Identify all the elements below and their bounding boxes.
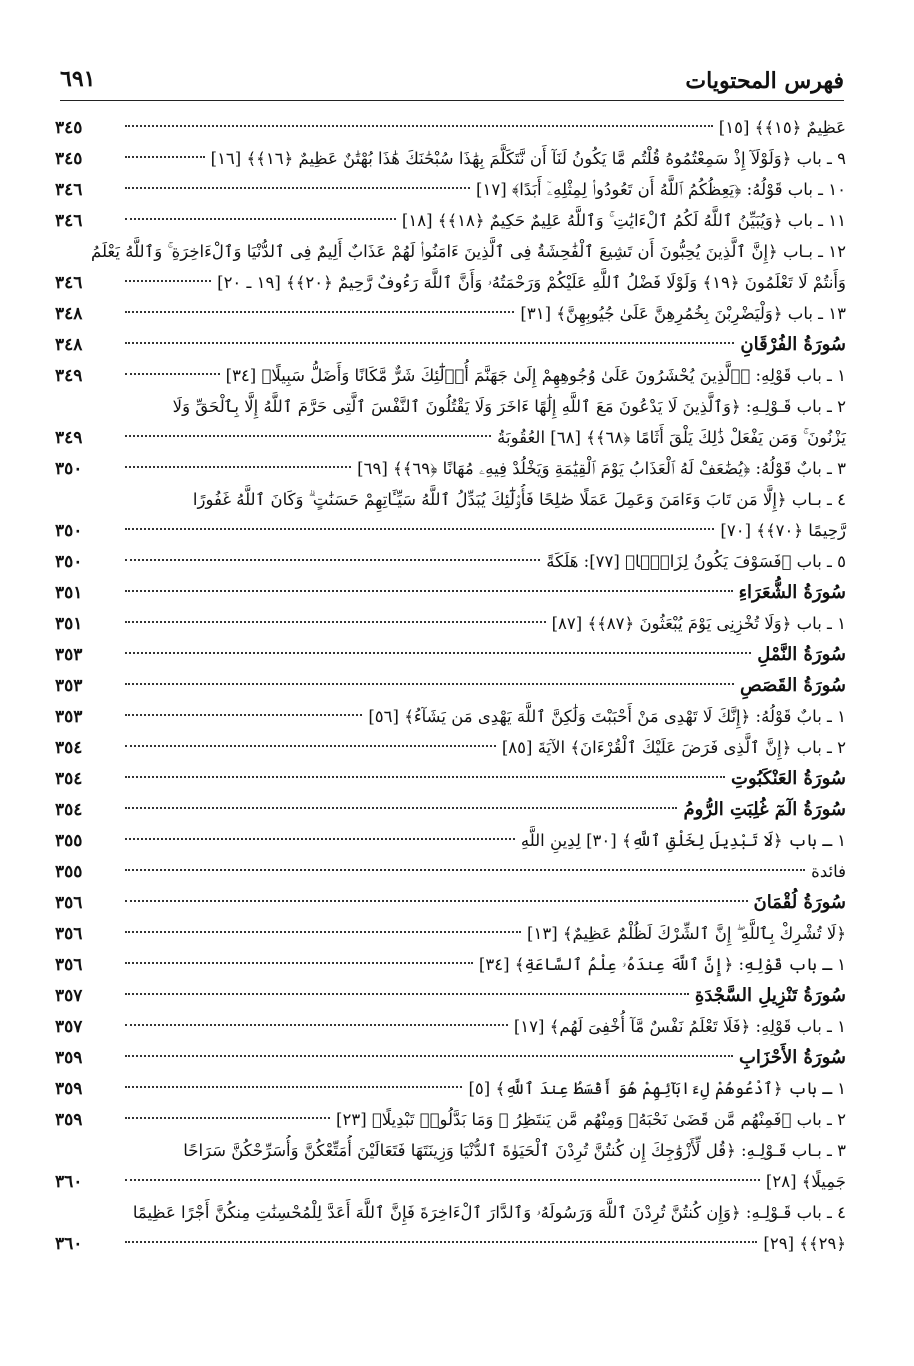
toc-entry xyxy=(55,112,846,143)
toc-entry-text: سُورَةُ الأَحْزَابِ xyxy=(738,1047,846,1068)
toc-entry xyxy=(55,484,846,546)
toc-entry-text: ١ ـ باب قَوْلِهِ: ﴿فَلَا تَعْلَمُ نَفْسٌ مَّآ أُخْفِىَ لَهُم﴾ [١٧] xyxy=(513,1017,846,1036)
dot-leader xyxy=(125,807,677,809)
toc-entry xyxy=(55,1104,846,1135)
toc-entry-text: سُورَةُ القَصَصِ xyxy=(739,675,846,696)
toc-surah-heading xyxy=(55,577,846,608)
toc-page-number: ٣٤٩ xyxy=(55,366,83,386)
toc-page-number: ٣٥١ xyxy=(55,583,83,603)
toc-entry-text: عَظِيمٌ ﴿١٥﴾﴾ [١٥] xyxy=(718,118,846,137)
dot-leader xyxy=(125,776,725,778)
dot-leader xyxy=(125,714,362,716)
toc-entry-text: فائدة xyxy=(811,862,846,881)
toc-entry-text: ٢ ـ باب قَـوْلِـهِ: ﴿وَٱلَّذِينَ لَا يَدْعُونَ مَعَ ٱللَّهِ إِلَٰهًا ءَاخَرَ وَلَا يَقْتُلُونَ ٱلنَّفْسَ ٱلَّتِى حَرَّمَ ٱللَّهُ إِلَّا بِٱلْحَقِّ وَلَا xyxy=(172,397,846,416)
dot-leader xyxy=(125,683,734,685)
dot-leader xyxy=(125,993,689,995)
toc-page-number: ٣٥٠ xyxy=(55,552,83,572)
toc-entry-text: سُورَةُ تَنْزِيلِ السَّجْدَةِ xyxy=(694,985,846,1006)
toc-entry-text: ١١ ـ باب ﴿وَيُبَيِّنُ ٱللَّهُ لَكُمُ ٱلْءَايَٰتِ ۚ وَٱللَّهُ عَلِيمٌ حَكِيمٌ ﴿١٨﴾﴾ [١٨] xyxy=(401,211,846,230)
toc-surah-heading xyxy=(55,887,846,918)
toc-entry xyxy=(55,453,846,484)
toc-page-number: ٣٥٤ xyxy=(55,800,83,820)
dot-leader xyxy=(125,1055,733,1057)
toc-entry-text: سُورَةُ الٓمٓ غُلِبَتِ الرُّومُ xyxy=(683,799,846,820)
toc-page-number: ٣٥٦ xyxy=(55,955,83,975)
dot-leader xyxy=(125,187,470,189)
toc-surah-heading xyxy=(55,794,846,825)
toc-page-number: ٣٤٦ xyxy=(55,211,83,231)
toc-entry xyxy=(55,298,846,329)
toc-page-number: ٣٥٥ xyxy=(55,862,83,882)
toc-list xyxy=(55,112,846,1259)
toc-entry xyxy=(55,1197,846,1259)
toc-entry-text: سُورَةُ النَّمْلِ xyxy=(757,644,846,665)
toc-page-number: ٣٥٧ xyxy=(55,1017,83,1037)
dot-leader xyxy=(125,156,205,158)
toc-entry xyxy=(55,236,846,298)
toc-entry xyxy=(55,174,846,205)
toc-entry xyxy=(55,360,846,391)
dot-leader xyxy=(125,466,351,468)
toc-entry xyxy=(55,546,846,577)
dot-leader xyxy=(125,528,714,530)
toc-entry xyxy=(55,143,846,174)
toc-entry-text: ﴿٢٩﴾﴾ [٢٩] xyxy=(763,1234,846,1253)
toc-page-number: ٣٥٠ xyxy=(55,459,83,479)
toc-entry xyxy=(55,608,846,639)
toc-surah-heading xyxy=(55,639,846,670)
toc-entry-text: يَزْنُونَ ۚ وَمَن يَفْعَلْ ذَٰلِكَ يَلْقَ أَثَامًا ﴿٦٨﴾﴾ [٦٨] العُقُوبَةُ xyxy=(497,428,846,447)
toc-entry xyxy=(55,949,846,980)
toc-entry-text: ٣ ـ بابٌ قَوْلُهُ: ﴿يُضَٰعَفْ لَهُ ٱلْعَذَابُ يَوْمَ ٱلْقِيَٰمَةِ وَيَخْلُدْ فِيهِۦ مُهَانًا ﴿٦٩﴾﴾ [٦٩] xyxy=(357,459,846,478)
dot-leader xyxy=(125,869,805,871)
toc-entry xyxy=(55,1073,846,1104)
toc-entry-text: سُورَةُ لُقْمَانَ xyxy=(753,892,846,913)
dot-leader xyxy=(125,1117,330,1119)
dot-leader xyxy=(125,621,546,623)
toc-page-number: ٣٤٨ xyxy=(55,335,83,355)
toc-entry-text: ١٠ ـ باب قَوْلُهُ: ﴿يَعِظُكُمُ ٱللَّهُ أَن تَعُودُوا۟ لِمِثْلِهِۦٓ أَبَدًا﴾ [١٧] xyxy=(476,180,846,199)
toc-entry-text: ١٣ ـ باب ﴿وَلْيَضْرِبْنَ بِخُمُرِهِنَّ عَلَىٰ جُيُوبِهِنَّ﴾ [٣١] xyxy=(520,304,846,323)
toc-page-number: ٣٤٦ xyxy=(55,180,83,200)
toc-page-number: ٣٥٠ xyxy=(55,521,83,541)
dot-leader xyxy=(125,311,514,313)
toc-entry-text: ١٢ ـ بـاب ﴿إِنَّ ٱلَّذِينَ يُحِبُّونَ أَن تَشِيعَ ٱلْفَٰحِشَةُ فِى ٱلَّذِينَ ءَامَنُوا۟ لَهُمْ عَذَابٌ أَلِيمٌ فِى ٱلدُّنْيَا وَٱلْءَاخِرَةِ ۚ وَٱللَّهُ يَعْلَمُ xyxy=(90,242,846,261)
toc-page-number: ٣٥٣ xyxy=(55,645,83,665)
toc-entry-text: ١ ـ باب قَوْلِهِ: ﴿إِنَّ ٱللَّهَ عِندَهُۥ عِلْمُ ٱلسَّاعَةِ﴾ [٣٤] xyxy=(478,955,846,974)
dot-leader xyxy=(125,1086,462,1088)
toc-entry-text: ٣ ـ بـاب قَـوْلِـهِ: ﴿قُل لِّأَزْوَٰجِكَ إِن كُنتُنَّ تُرِدْنَ ٱلْحَيَوٰةَ ٱلدُّنْيَا وَزِينَتَهَا فَتَعَالَيْنَ أُمَتِّعْكُنَّ وَأُسَرِّحْكُنَّ سَرَاحًا xyxy=(183,1141,846,1160)
toc-page-number: ٣٥٦ xyxy=(55,924,83,944)
dot-leader xyxy=(125,900,748,902)
toc-page-number: ٣٥٩ xyxy=(55,1048,83,1068)
toc-entry-text: ١ ـ باب قَوْلِهِ: ﴿ٱلَّذِينَ يُحْشَرُونَ عَلَىٰ وُجُوهِهِمْ إِلَىٰ جَهَنَّمَ أُو۟لَٰٓئِكَ شَرٌّ مَّكَانًا وَأَضَلُّ سَبِيلًا﴾ [٣٤] xyxy=(225,366,846,385)
toc-entry-text: ٥ ـ باب ﴿فَسَوْفَ يَكُونُ لِزَامًۢا﴾ [٧٧]: هَلَكَةً xyxy=(546,552,846,571)
toc-page-number: ٣٥١ xyxy=(55,614,83,634)
toc-page-number: ٣٤٦ xyxy=(55,273,83,293)
toc-entry-text: ١ ـ باب ﴿وَلَا تُخْزِنِى يَوْمَ يُبْعَثُونَ ﴿٨٧﴾﴾ [٨٧] xyxy=(551,614,846,633)
toc-entry-text: سُورَةُ العَنْكَبُوتِ xyxy=(731,768,846,789)
dot-leader xyxy=(125,1024,508,1026)
toc-entry xyxy=(55,701,846,732)
page-number: ٦٩١ xyxy=(60,66,96,92)
dot-leader xyxy=(125,931,521,933)
toc-entry xyxy=(55,205,846,236)
toc-entry-text: ٢ ـ باب ﴿إِنَّ ٱلَّذِى فَرَضَ عَلَيْكَ ٱلْقُرْءَانَ﴾ الآيَةَ [٨٥] xyxy=(501,738,846,757)
toc-entry-text: سُورَةُ الفُرْقَانِ xyxy=(740,334,846,355)
toc-entry xyxy=(55,825,846,856)
toc-entry-text: وَأَنتُمْ لَا تَعْلَمُونَ ﴿١٩﴾ وَلَوْلَا فَضْلُ ٱللَّهِ عَلَيْكُمْ وَرَحْمَتُهُۥ وَأَنَّ ٱللَّهَ رَءُوفٌ رَّحِيمٌ ﴿٢٠﴾﴾ [١٩ ـ ٢٠] xyxy=(217,273,846,292)
dot-leader xyxy=(125,590,733,592)
toc-entry-text: ٢ ـ باب ﴿فَمِنْهُم مَّن قَضَىٰ نَحْبَهُۥ وَمِنْهُم مَّن يَنتَظِرُ ۖ وَمَا بَدَّلُوا۟ تَبْدِيلًا﴾ [٢٣] xyxy=(336,1110,846,1129)
dot-leader xyxy=(125,373,220,375)
toc-entry-text: سُورَةُ الشُّعَرَاءِ xyxy=(738,582,846,603)
toc-surah-heading xyxy=(55,980,846,1011)
page-title: فهرس المحتويات xyxy=(685,68,844,94)
toc-page-number: ٣٤٩ xyxy=(55,428,83,448)
toc-entry-text: جَمِيلًا﴾ [٢٨] xyxy=(765,1172,846,1191)
toc-entry-text: رَّحِيمًا ﴿٧٠﴾﴾ [٧٠] xyxy=(720,521,846,540)
toc-page-number: ٣٥٣ xyxy=(55,676,83,696)
dot-leader xyxy=(125,342,734,344)
dot-leader xyxy=(125,125,713,127)
toc-entry-text: ٩ ـ باب ﴿وَلَوْلَآ إِذْ سَمِعْتُمُوهُ قُلْتُم مَّا يَكُونُ لَنَآ أَن نَّتَكَلَّمَ بِهَٰذَا سُبْحَٰنَكَ هَٰذَا بُهْتَٰنٌ عَظِيمٌ ﴿١٦﴾﴾ [١٦] xyxy=(210,149,846,168)
toc-page-number: ٣٥٦ xyxy=(55,893,83,913)
toc-surah-heading xyxy=(55,763,846,794)
toc-entry-text: ٤ ـ بـاب ﴿إِلَّا مَن تَابَ وَءَامَنَ وَعَمِلَ عَمَلًا صَٰلِحًا فَأُو۟لَٰٓئِكَ يُبَدِّلُ ٱللَّهُ سَيِّـَٔاتِهِمْ حَسَنَٰتٍ ۗ وَكَانَ ٱللَّهُ غَفُورًا xyxy=(192,490,846,509)
dot-leader xyxy=(125,218,396,220)
toc-surah-heading xyxy=(55,329,846,360)
toc-entry-text: ٤ ـ باب قَـوْلِـهِ: ﴿وَإِن كُنتُنَّ تُرِدْنَ ٱللَّهَ وَرَسُولَهُۥ وَٱلدَّارَ ٱلْءَاخِرَةَ فَإِنَّ ٱللَّهَ أَعَدَّ لِلْمُحْسِنَٰتِ مِنكُنَّ أَجْرًا عَظِيمًا xyxy=(132,1203,846,1222)
dot-leader xyxy=(125,1179,760,1181)
toc-surah-heading xyxy=(55,1042,846,1073)
toc-page-number: ٣٥٧ xyxy=(55,986,83,1006)
toc-entry xyxy=(55,732,846,763)
toc-entry xyxy=(55,1135,846,1197)
toc-page-number: ٣٤٥ xyxy=(55,149,83,169)
toc-entry-text: ١ ـ بابٌ قَوْلُهُ: ﴿إِنَّكَ لَا تَهْدِى مَنْ أَحْبَبْتَ وَلَٰكِنَّ ٱللَّهَ يَهْدِى مَن يَشَآءُ﴾ [٥٦] xyxy=(368,707,846,726)
toc-surah-heading xyxy=(55,670,846,701)
toc-page-number: ٣٦٠ xyxy=(55,1172,83,1192)
dot-leader xyxy=(125,652,751,654)
dot-leader xyxy=(125,745,496,747)
dot-leader xyxy=(125,435,491,437)
dot-leader xyxy=(125,1241,757,1243)
toc-page-number: ٣٥٩ xyxy=(55,1079,83,1099)
dot-leader xyxy=(125,962,473,964)
toc-entry xyxy=(55,1011,846,1042)
toc-page-number: ٣٥٤ xyxy=(55,738,83,758)
toc-entry-text: ١ ـ باب ﴿لَا تَبْدِيلَ لِخَلْقِ ٱللَّهِ﴾ [٣٠] لِدِينِ اللَّهِ xyxy=(520,831,846,850)
dot-leader xyxy=(125,838,515,840)
toc-entry xyxy=(55,918,846,949)
page-header xyxy=(60,60,844,101)
toc-page-number: ٣٤٥ xyxy=(55,118,83,138)
toc-entry xyxy=(55,391,846,453)
toc-page-number: ٣٦٠ xyxy=(55,1234,83,1254)
toc-page-number: ٣٤٨ xyxy=(55,304,83,324)
toc-page-number: ٣٥٣ xyxy=(55,707,83,727)
toc-page-number: ٣٥٩ xyxy=(55,1110,83,1130)
dot-leader xyxy=(125,280,211,282)
toc-entry-text: ١ ـ باب ﴿ٱدْعُوهُمْ لِءَابَآئِهِمْ هُوَ أَقْسَطُ عِندَ ٱللَّهِ﴾ [٥] xyxy=(468,1079,846,1098)
toc-entry-text: ﴿لَا تُشْرِكْ بِٱللَّهِ ۖ إِنَّ ٱلشِّرْكَ لَظُلْمٌ عَظِيمٌ﴾ [١٣] xyxy=(527,924,846,943)
dot-leader xyxy=(125,559,540,561)
toc-page-number: ٣٥٤ xyxy=(55,769,83,789)
toc-page-number: ٣٥٥ xyxy=(55,831,83,851)
toc-entry xyxy=(55,856,846,887)
